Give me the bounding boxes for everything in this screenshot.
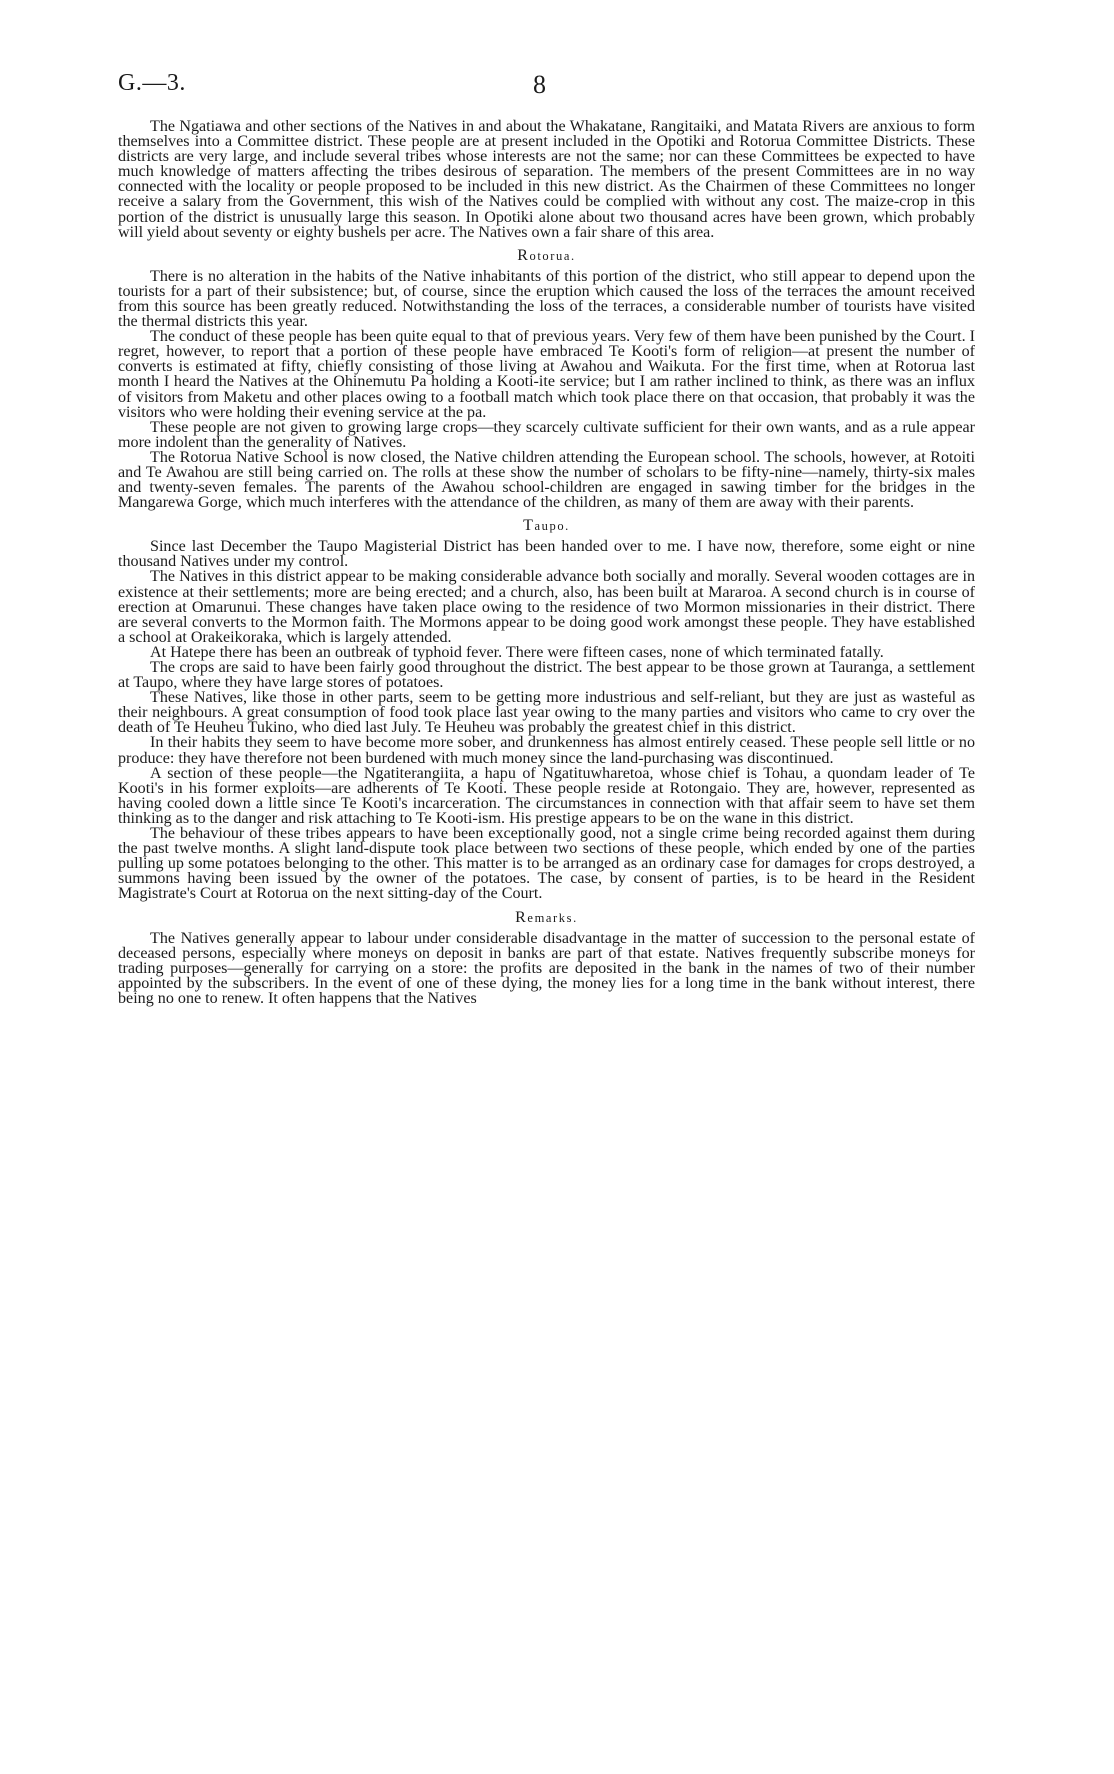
section-heading-remarks: Remarks. — [515, 908, 578, 926]
paragraph-taupo-te-kooti: A section of these people—the Ngatiterangiita, a hapu of Ngatituwharetoa, whose chief is Tohau, a quondam leader of Te Kooti's in his former exploits—are adherents of Te Kooti. These people reside at Rotongaio. They are, however, represented as having cooled down a little since Te Kooti's incarceration. The circumstances in connection with that affair seem to have set them thinking as to the danger and risk attaching to Te Kooti-ism. His prestige appears to be on the wane in this district. — [118, 764, 975, 827]
paragraph-taupo-district: Since last December the Taupo Magisterial District has been handed over to me. I have now, therefore, some eight or nine thousand Natives under my control. — [118, 538, 975, 571]
paragraph-taupo-industrious: These Natives, like those in other parts, seem to be getting more industrious and self-reliant, but they are just as wasteful as their neighbours. A great consumption of food took place last year owing to the many parties and visitors who came to cry over the death of Te Heuheu Tukino, who died last July. Te Heuheu was probably the greatest chief in this district. — [118, 689, 975, 737]
paragraph-taupo-advance: The Natives in this district appear to be making considerable advance both socially and morally. Several wooden cottages are in existence at their settlements; more are being erected; and a church, also, has been built at Mararoa. A second church is in course of erection at Omarunui. These changes have taken place owing to the residence of two Mormon missionaries in their district. There are several converts to the Mormon faith. The Mormons appear to be doing good work amongst these people. They have established a school at Orakeikoraka, which is largely attended. — [118, 568, 975, 646]
paragraph-rotorua-tourists: There is no alteration in the habits of the Native inhabitants of this portion of the district, who still appear to depend upon the tourists for a part of their subsistence; but, of course, since the eruption which caused the loss of the terraces the amount received from this source has been greatly reduced. Notwithstanding the loss of the terraces, a considerable number of tourists have visited the thermal districts this year. — [118, 267, 975, 331]
document-reference: G.—3. — [118, 70, 186, 96]
document-body — [118, 119, 975, 1006]
paragraph-rotorua-crops: These people are not given to growing large crops—they scarcely cultivate sufficient for their own wants, and as a rule appear more indolent than the generality of Natives. — [118, 418, 975, 451]
paragraph-taupo-sobriety: In their habits they seem to have become more sober, and drunkenness has almost entirely ceased. These people sell little or no produce: they have therefore not been burdened with much money since the land-purchasing was discontinued. — [118, 734, 975, 767]
paragraph-ngatiawa-committee: The Ngatiawa and other sections of the Natives in and about the Whakatane, Rangitaiki, and Matata Rivers are anxious to form themselves into a Committee district. These people are at present included in the Opotiki and Rotorua Committee Districts. These districts are very large, and include several tribes whose interests are not the same; nor can these Committees be expected to have much knowledge of matters affecting the tribes desirous of separation. The members of the present Committees are in no way connected with the locality or people proposed to be included in this new district. As the Chairmen of these Committees no longer receive a salary from the Government, this wish of the Natives could be complied with without any cost. The maize-crop in this portion of the district is unusually large this season. In Opotiki alone about two thousand acres have been grown, which probably will yield about seventy or eighty bushels per acre. The Natives own a fair share of this area. — [118, 118, 975, 241]
section-heading-rotorua: Rotorua. — [517, 246, 576, 264]
paragraph-taupo-typhoid: At Hatepe there has been an outbreak of typhoid fever. There were fifteen cases, none of which terminated fatally. — [150, 643, 884, 661]
paragraph-rotorua-conduct: The conduct of these people has been quite equal to that of previous years. Very few of them have been punished by the Court. I regret, however, to report that a portion of these people have embraced Te Kooti's form of religion—at present the number of converts is estimated at fifty, chiefly consisting of those living at Awahou and Waikuta. For the first time, when at Rotorua last month I heard the Natives at the Ohinemutu Pa holding a Kooti-ite service; but I am rather inclined to think, as there was an influx of visitors from Maketu and other places owing to a football match which took place there on that occasion, that probably it was the visitors who were holding their evening service at the pa. — [118, 328, 975, 421]
paragraph-rotorua-schools: The Rotorua Native School is now closed, the Native children attending the European school. The schools, however, at Rotoiti and Te Awahou are still being carried on. The rolls at these show the number of scholars to be fifty-nine—namely, thirty-six males and twenty-seven females. The parents of the Awahou school-children are engaged in sawing timber for the bridges in the Mangarewa Gorge, which much interferes with the attendance of the children, as many of them are away with their parents. — [118, 448, 975, 512]
paragraph-taupo-behaviour: The behaviour of these tribes appears to have been exceptionally good, not a single crime being recorded against them during the past twelve months. A slight land-dispute took place between two sections of these people, which ended by one of the parties pulling up some potatoes belonging to the other. This matter is to be arranged as an ordinary case for damages for crops destroyed, a summons having been issued by the owner of the potatoes. The case, by consent of parties, is to be heard in the Resident Magistrate's Court at Rotorua on the next sitting-day of the Court. — [118, 825, 975, 903]
paragraph-remarks-succession: The Natives generally appear to labour under considerable disadvantage in the matter of succession to the personal estate of deceased persons, especially where moneys on deposit in banks are part of that estate. Natives frequently subscribe moneys for trading purposes—generally for carrying on a store: the profits are deposited in the bank in the names of two of their number appointed by the subscribers. In the event of one of these dying, the money lies for a long time in the bank without interest, there being no one to renew. It often happens that the Natives — [118, 929, 975, 1007]
section-heading-taupo: Taupo. — [523, 517, 570, 535]
paragraph-taupo-crops: The crops are said to have been fairly good throughout the district. The best appear to be those grown at Tauranga, a settlement at Taupo, where they have large stores of potatoes. — [118, 659, 975, 692]
page-number: 8 — [533, 70, 546, 99]
